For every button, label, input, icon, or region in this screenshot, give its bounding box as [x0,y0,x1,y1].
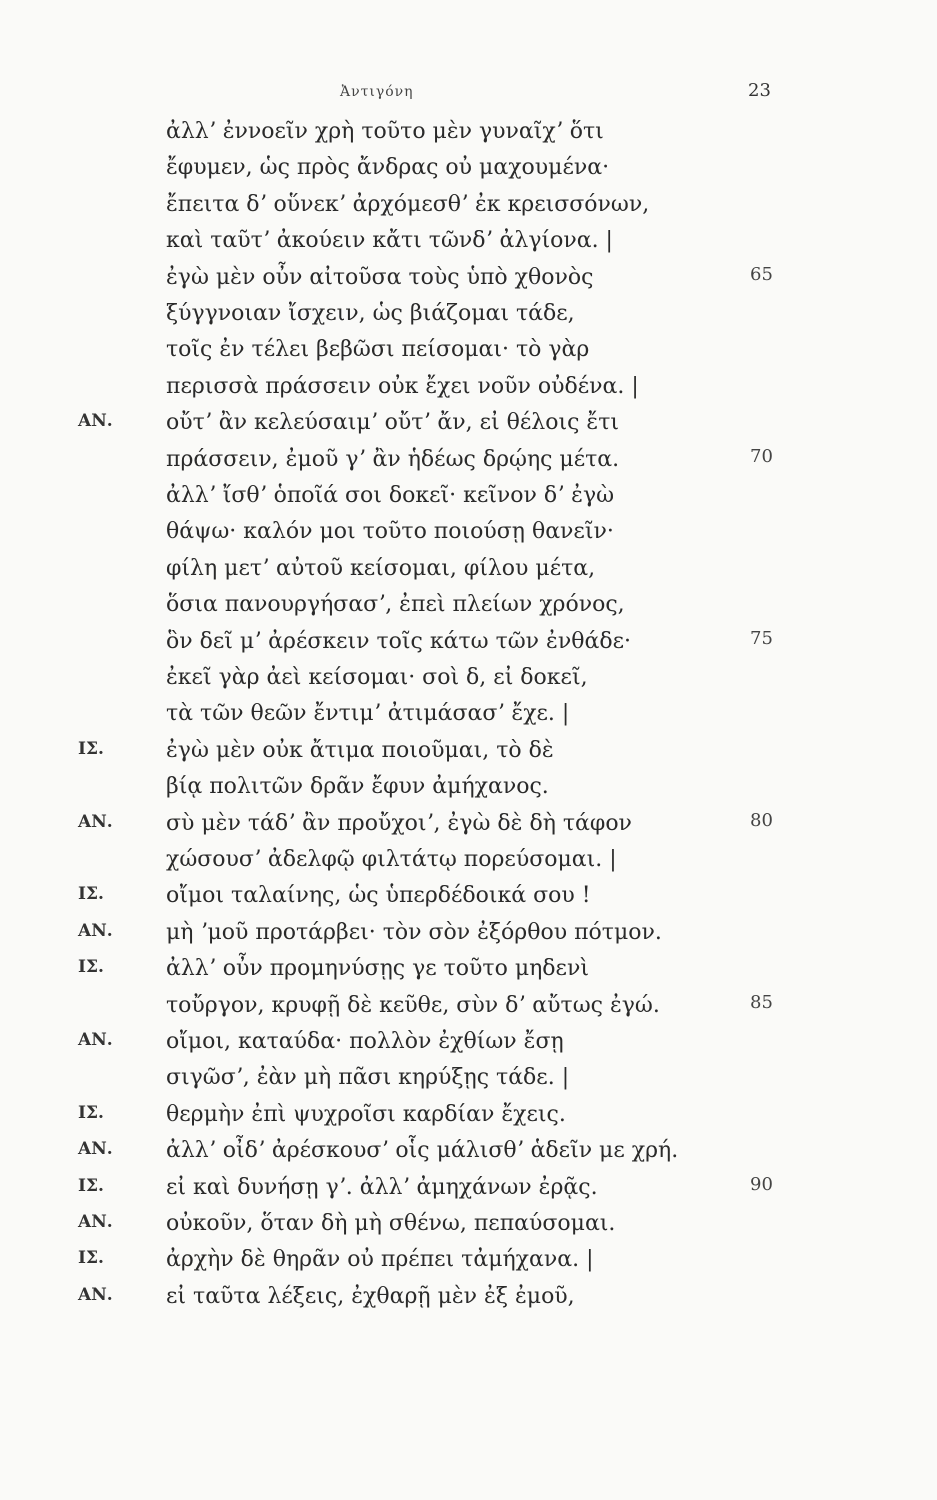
speaker-label: ΙΣ. [78,1175,104,1196]
verse-text: ἀλλʼ ἴσθʼ ὁποῖά σοι δοκεῖ· κεῖνον δʼ ἐγὼ [166,483,615,508]
speaker-label: ΑΝ. [78,811,113,832]
verse-line [0,407,937,441]
verse-line [0,844,937,878]
verse-text: τοὔργον, κρυφῇ δὲ κεῦθε, σὺν δʼ αὔτως ἐγώ. [166,992,660,1018]
verse-line [0,1026,937,1060]
verse-text: ἐγὼ μὲν οὐκ ἄτιμα ποιοῦμαι, τὸ δὲ [166,737,554,763]
line-number: 70 [750,445,773,467]
verse-text: ἔφυμεν, ὡς πρὸς ἄνδρας οὐ μαχουμένα· [166,155,610,181]
verse-line [0,917,937,951]
verse-line [0,698,937,732]
verse-text: ἀλλʼ οὖν προμηνύσῃς γε τοῦτο μηδενὶ [166,956,589,982]
verse-text: χώσουσʼ ἀδελφῷ φιλτάτῳ πορεύσομαι. | [166,847,617,872]
verse-line [0,880,937,914]
verse-text: σὺ μὲν τάδʼ ἂν προὔχοιʼ, ἐγὼ δὲ δὴ τάφον [166,810,632,836]
verse-text: ἀλλʼ οἶδʼ ἀρέσκουσʼ οἷς μάλισθʼ ἁδεῖν με χρή. [166,1138,679,1164]
line-number: 80 [750,809,773,831]
verse-line [0,262,937,296]
verse-line [0,480,937,514]
speaker-label: ΙΣ. [78,738,104,759]
verse-text: φίλη μετʼ αὐτοῦ κείσομαι, φίλου μέτα, [166,555,596,581]
verse-line [0,1244,937,1278]
verse-text: σιγῶσʼ, ἐὰν μὴ πᾶσι κηρύξῃς τάδε. | [166,1065,570,1091]
verse-line [0,771,937,805]
running-header-title: Ἀντιγόνη [340,84,414,100]
verse-line [0,152,937,186]
verse-line [0,1135,937,1169]
verse-text: ξύγγνοιαν ἴσχειν, ὡς βιάζομαι τάδε, [166,301,575,326]
line-number: 90 [750,1173,773,1195]
verse-text: ἀλλʼ ἐννοεῖν χρὴ τοῦτο μὲν γυναῖχʼ ὅτι [166,119,604,144]
page-number: 23 [748,80,771,101]
verse-text: ἐκεῖ γὰρ ἀεὶ κείσομαι· σοὶ δ, εἰ δοκεῖ, [166,665,588,690]
verse-line [0,553,937,587]
verse-line [0,225,937,259]
speaker-label: ΑΝ. [78,1284,113,1305]
verse-text: θάψω· καλόν μοι τοῦτο ποιούσῃ θανεῖν· [166,519,614,545]
verse-line [0,1099,937,1133]
speaker-label: ΑΝ. [78,1030,113,1050]
verse-text: τὰ τῶν θεῶν ἔντιμʼ ἀτιμάσασʼ ἔχε. | [166,701,570,727]
verse-line [0,953,937,987]
verse-text: ὅσια πανουργήσασʼ, ἐπεὶ πλείων χρόνος, [166,592,625,618]
line-number: 85 [750,991,773,1013]
verse-line [0,1172,937,1206]
verse-text: καὶ ταῦτʼ ἀκούειν κἄτι τῶνδʼ ἀλγίονα. | [166,228,613,254]
verse-line [0,371,937,405]
verse-text: εἰ ταῦτα λέξεις, ἐχθαρῇ μὲν ἐξ ἐμοῦ, [166,1283,575,1309]
verse-line [0,298,937,332]
verse-text: ἐγὼ μὲν οὖν αἰτοῦσα τοὺς ὑπὸ χθονὸς [166,264,594,290]
verse-text: μὴ ʼμοῦ προτάρβει· τὸν σὸν ἐξόρθου πότμον. [166,919,662,945]
verse-line [0,626,937,660]
speaker-label: ΙΣ. [78,884,104,905]
verse-text: εἰ καὶ δυνήσῃ γʼ. ἀλλʼ ἀμηχάνων ἐρᾷς. [166,1174,598,1200]
verse-line [0,1281,937,1315]
verse-text: περισσὰ πράσσειν οὐκ ἔχει νοῦν οὐδένα. | [166,373,639,399]
verse-text: ἀρχὴν δὲ θηρᾶν οὐ πρέπει τἀμήχανα. | [166,1247,594,1273]
speaker-label: ΙΣ. [78,1248,104,1269]
speaker-label: ΑΝ. [78,411,113,432]
verse-line [0,1208,937,1242]
verse-line [0,1062,937,1096]
verse-text: θερμὴν ἐπὶ ψυχροῖσι καρδίαν ἔχεις. [166,1101,566,1127]
verse-line [0,189,937,223]
verse-line [0,516,937,550]
verse-text: τοῖς ἐν τέλει βεβῶσι πείσομαι· τὸ γὰρ [166,337,590,363]
verse-text: ἔπειτα δʼ οὕνεκʼ ἀρχόμεσθʼ ἐκ κρεισσόνων, [166,191,650,217]
verse-text: οἴμοι ταλαίνης, ὡς ὑπερδέδοικά σου ! [166,883,591,909]
verse-line [0,808,937,842]
speaker-label: ΑΝ. [78,1139,113,1160]
verse-line [0,334,937,368]
verse-text: βίᾳ πολιτῶν δρᾶν ἔφυν ἀμήχανος. [166,774,549,800]
verse-line [0,990,937,1024]
verse-line [0,444,937,478]
speaker-label: ΑΝ. [78,920,113,941]
verse-line [0,116,937,150]
verse-text: ὃν δεῖ μʼ ἀρέσκειν τοῖς κάτω τῶν ἐνθάδε· [166,628,631,654]
line-number: 75 [750,627,773,649]
verse-text: οὐκοῦν, ὅταν δὴ μὴ σθένω, πεπαύσομαι. [166,1211,616,1236]
speaker-label: ΙΣ. [78,957,104,978]
verse-line [0,589,937,623]
verse-text: πράσσειν, ἐμοῦ γʼ ἂν ἡδέως δρῴης μέτα. [166,446,620,472]
verse-line [0,735,937,769]
line-number: 65 [750,263,773,285]
speaker-label: ΑΝ. [78,1212,113,1232]
verse-text: οὔτʼ ἂν κελεύσαιμʼ οὔτʼ ἄν, εἰ θέλοις ἔτι [166,410,620,436]
verse-line [0,662,937,696]
speaker-label: ΙΣ. [78,1102,104,1123]
verse-text: οἴμοι, καταύδα· πολλὸν ἐχθίων ἔσῃ [166,1029,564,1054]
